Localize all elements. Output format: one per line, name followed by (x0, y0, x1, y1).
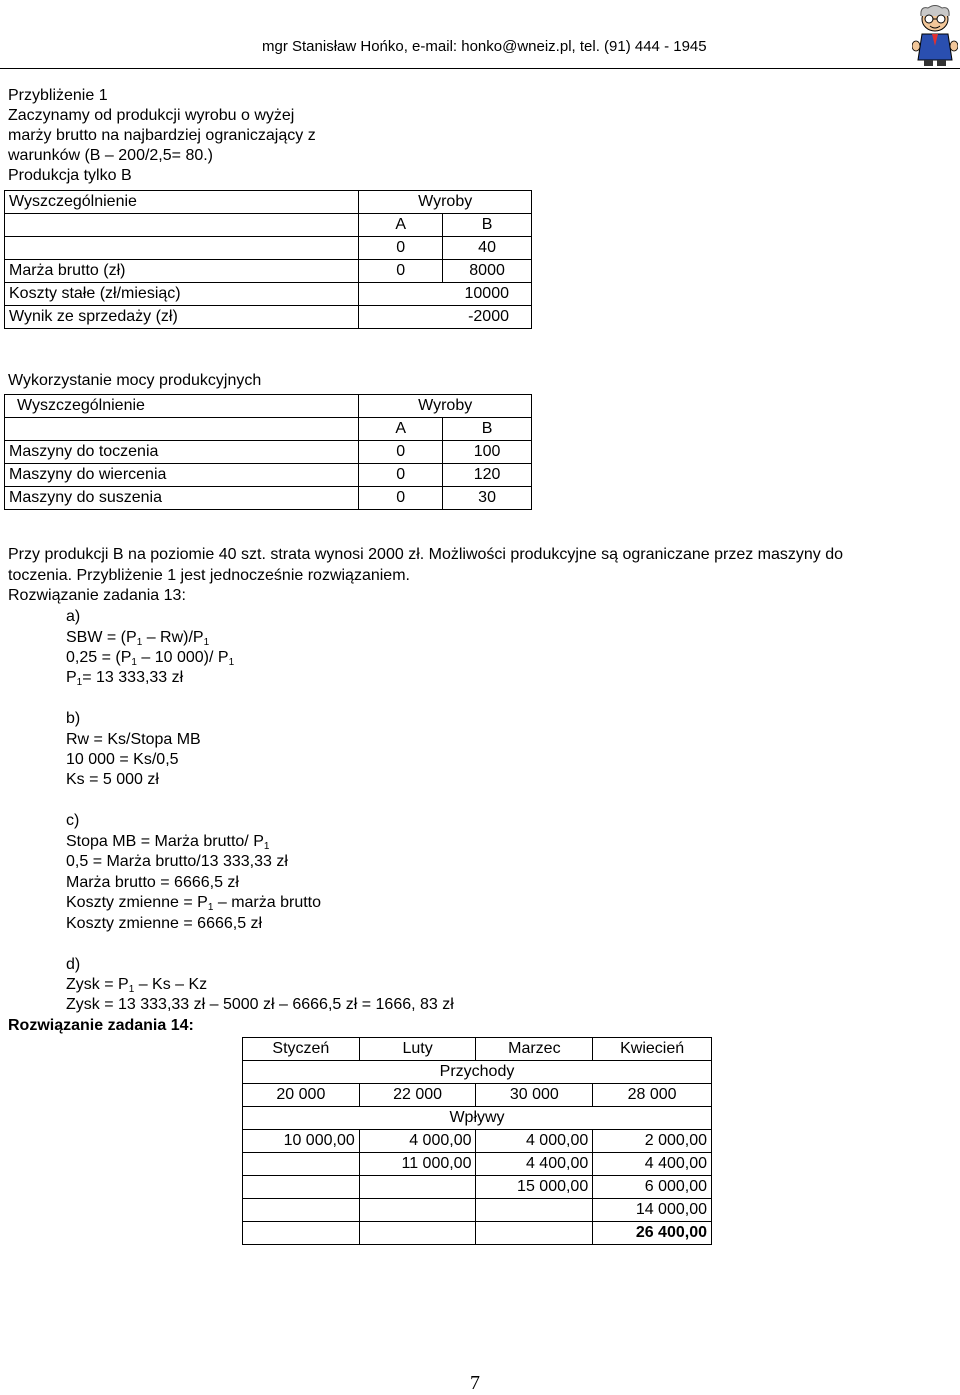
intro-line: Przybliżenie 1 (8, 87, 108, 104)
cell-merged: -2000 (359, 306, 532, 329)
inflow-cell: 4 000,00 (476, 1130, 593, 1153)
header-author-line: mgr Stanisław Hońko, e-mail: honko@wneiz.pl, tel. (91) 444 - 1945 (262, 38, 707, 55)
formula-line: SBW = $(P_1 - Rw)/P_1$ (66, 629, 210, 648)
formula-line: Zysk = $P_1$ – Ks – Kz (66, 976, 208, 995)
inflow-cell (476, 1222, 593, 1245)
professor-cartoon-icon (912, 4, 958, 68)
table-header-label: Wyszczególnienie (5, 191, 359, 214)
conclusion-line: Przy produkcji B na poziomie 40 szt. strata wynosi 2000 zł. Możliwości produkcyjne są ograniczane przez maszyny do (8, 546, 844, 563)
formula-line: Ks = 5 000 zł (66, 771, 159, 788)
inflow-cell: 6 000,00 (593, 1176, 712, 1199)
part-b-label: b) (66, 710, 81, 727)
table-row (5, 306, 532, 329)
table-row (5, 441, 532, 464)
table-header-products: Wyroby (359, 395, 532, 418)
inflow-cell (243, 1222, 360, 1245)
column-a-header: A (359, 214, 443, 237)
column-a-header: A (359, 418, 443, 441)
capacity-title: Wykorzystanie mocy produkcyjnych (8, 372, 262, 389)
inflow-cell (359, 1199, 476, 1222)
cell-b: 100 (443, 441, 532, 464)
page-number: 7 (470, 1372, 480, 1394)
revenue-cell: 20 000 (243, 1084, 360, 1107)
inflow-cell: 4 000,00 (359, 1130, 476, 1153)
table-row (5, 283, 532, 306)
cell-a: 0 (359, 260, 443, 283)
solution-13-title: Rozwiązanie zadania 13: (8, 587, 186, 604)
inflow-cell (359, 1176, 476, 1199)
cell-a: 0 (359, 441, 443, 464)
cashflow-table (242, 1037, 712, 1245)
capacity-table (4, 394, 532, 510)
formula-line: Zysk = 13 333,33 zł – 5000 zł – 6666,5 zł = 1666, 83 zł (66, 996, 454, 1013)
revenue-cell: 22 000 (359, 1084, 476, 1107)
inflow-cell (359, 1222, 476, 1245)
inflow-cell (243, 1199, 360, 1222)
intro-line: marży brutto na najbardziej ograniczający z (8, 127, 316, 144)
formula-line: Stopa MB = Marża brutto/ $P_1$ (66, 833, 270, 852)
row-label: Wynik ze sprzedaży (zł) (5, 306, 359, 329)
formula-line: Koszty zmienne = 6666,5 zł (66, 915, 263, 932)
conclusion-line: toczenia. Przybliżenie 1 jest jednocześnie rozwiązaniem. (8, 567, 410, 584)
table-cell (5, 214, 359, 237)
row-label: Maszyny do suszenia (5, 487, 359, 510)
part-c-label: c) (66, 812, 80, 829)
revenue-cell: 30 000 (476, 1084, 593, 1107)
intro-line: Produkcja tylko B (8, 167, 132, 184)
part-d-label: d) (66, 956, 81, 973)
cell-a: 0 (359, 237, 443, 260)
column-b-header: B (443, 214, 532, 237)
row-label: Marża brutto (zł) (5, 260, 359, 283)
inflow-cell: 4 400,00 (476, 1153, 593, 1176)
table-row (5, 237, 532, 260)
header-divider (0, 68, 960, 69)
inflow-cell: 11 000,00 (359, 1153, 476, 1176)
cell-b: 8000 (443, 260, 532, 283)
intro-line: Zaczynamy od produkcji wyrobu o wyżej (8, 107, 295, 124)
formula-line: Koszty zmienne = $P_1$ – marża brutto (66, 894, 322, 913)
table-header-products: Wyroby (359, 191, 532, 214)
table-header-label: Wyszczególnienie (5, 395, 359, 418)
formula-line: $P_1= 13$ 333,33 zł (66, 669, 184, 688)
cell-merged: 10000 (359, 283, 532, 306)
table-row (243, 1084, 712, 1107)
inflow-cell: 14 000,00 (593, 1199, 712, 1222)
intro-line: warunków (B – 200/2,5= 80.) (8, 147, 214, 164)
formula-line: 10 000 = Ks/0,5 (66, 751, 179, 768)
section-revenue: Przychody (243, 1061, 712, 1084)
table-row (5, 260, 532, 283)
cell-b: 120 (443, 464, 532, 487)
formula-line: Marża brutto = 6666,5 zł (66, 874, 239, 891)
row-label: Maszyny do wiercenia (5, 464, 359, 487)
month-header: Kwiecień (593, 1038, 712, 1061)
revenue-cell: 28 000 (593, 1084, 712, 1107)
inflow-cell: 15 000,00 (476, 1176, 593, 1199)
column-b-header: B (443, 418, 532, 441)
table-row (5, 487, 532, 510)
month-header: Marzec (476, 1038, 593, 1061)
table-row (243, 1222, 712, 1245)
solution-14-title: Rozwiązanie zadania 14: (8, 1017, 194, 1034)
table-cell (5, 418, 359, 441)
table-row (243, 1130, 712, 1153)
cell-b: 40 (443, 237, 532, 260)
inflow-cell (243, 1176, 360, 1199)
section-inflows: Wpływy (243, 1107, 712, 1130)
inflow-cell (476, 1199, 593, 1222)
table-row (5, 464, 532, 487)
cell-a: 0 (359, 487, 443, 510)
part-a-label: a) (66, 608, 81, 625)
table-row (243, 1176, 712, 1199)
row-label: Maszyny do toczenia (5, 441, 359, 464)
formula-line: Rw = Ks/Stopa MB (66, 731, 201, 748)
inflow-cell (243, 1153, 360, 1176)
formula-line: 0,5 = Marża brutto/13 333,33 zł (66, 853, 288, 870)
inflow-total-cell: 26 400,00 (593, 1222, 712, 1245)
cell-b: 30 (443, 487, 532, 510)
production-table (4, 190, 532, 329)
formula-line: $0,25 = (P_1 - 10$ 000)/ $P_1$ (66, 649, 235, 668)
inflow-cell: 10 000,00 (243, 1130, 360, 1153)
month-header: Styczeń (243, 1038, 360, 1061)
table-row (243, 1199, 712, 1222)
cell-a: 0 (359, 464, 443, 487)
month-header: Luty (359, 1038, 476, 1061)
inflow-cell: 4 400,00 (593, 1153, 712, 1176)
table-row (243, 1153, 712, 1176)
inflow-cell: 2 000,00 (593, 1130, 712, 1153)
row-label (5, 237, 359, 260)
row-label: Koszty stałe (zł/miesiąc) (5, 283, 359, 306)
